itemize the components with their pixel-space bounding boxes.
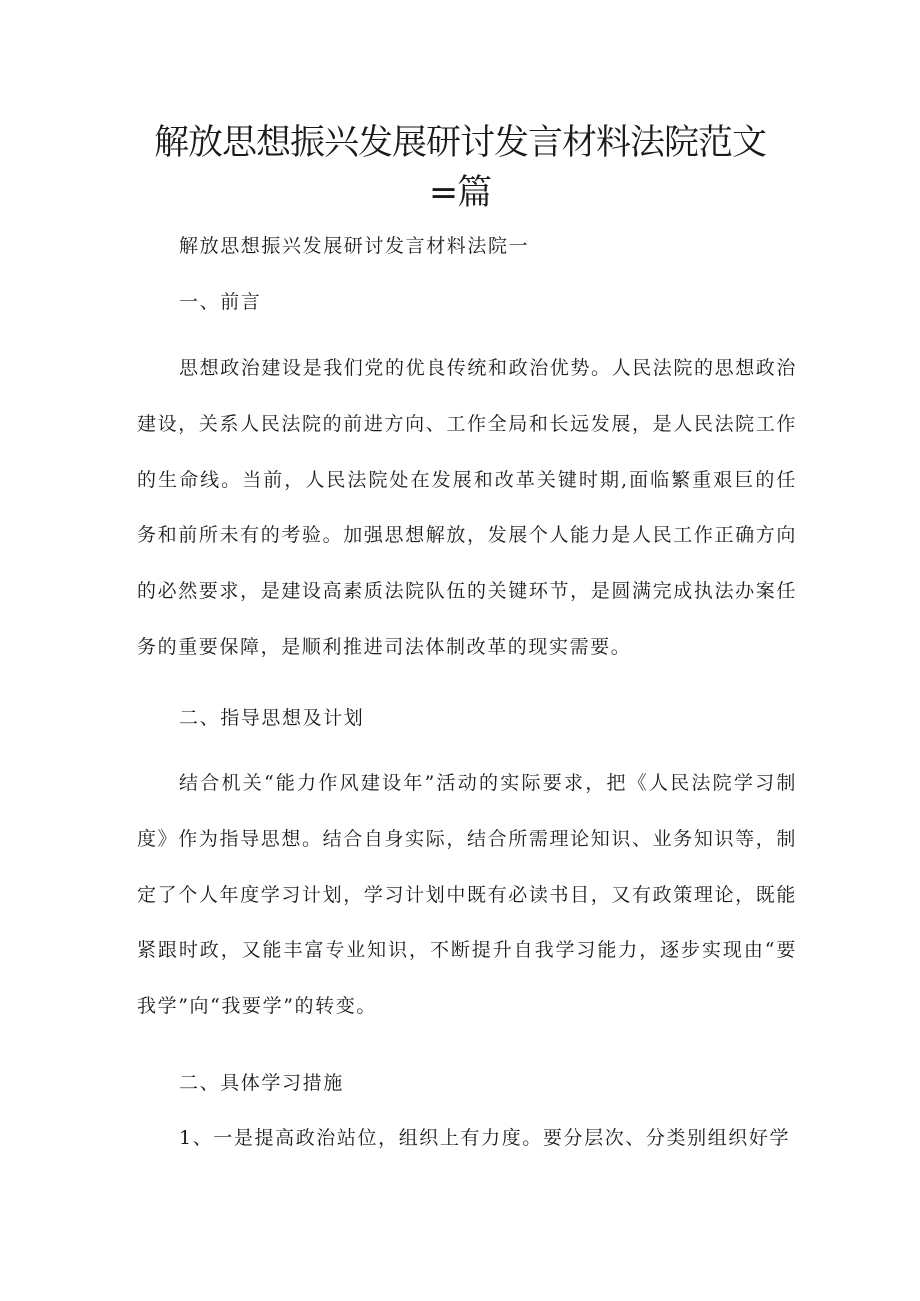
paragraph-guiding-thought: 结合机关“能力作风建设年”活动的实际要求，把《人民法院学习制度》作为指导思想。结合自身实际，结合所需理论知识、业务知识等，制定了个人年度学习计划，学习计划中既有必读书目，又有政策理论，既能紧跟时政，又能丰富专业知识，不断提升自我学习能力，逐步实现由“要我学”向“我要学”的转变。: [137, 772, 797, 1018]
section-heading-preface: 一、前言: [179, 291, 262, 313]
document-subtitle: 解放思想振兴发展研讨发言材料法院一: [179, 235, 530, 257]
section-heading-guiding-thought: 二、指导思想及计划: [179, 707, 365, 729]
paragraph-preface: 思想政治建设是我们党的优良传统和政治优势。人民法院的思想政治建设，关系人民法院的前进方向、工作全局和长远发展，是人民法院工作的生命线。当前，人民法院处在发展和改革关键时期,面临繁重艰巨的任务和前所未有的考验。加强思想解放，发展个人能力是人民工作正确方向的必然要求，是建设高素质法院队伍的关键环节，是圆满完成执法办案任务的重要保障，是顺利推进司法体制改革的现实需要。: [137, 357, 798, 658]
document-title: 解放思想振兴发展研讨发言材料法院范文=篇: [153, 123, 766, 213]
section-heading-study-measures: 二、具体学习措施: [179, 1072, 344, 1094]
paragraph-study-measures: 1、一是提高政治站位，组织上有力度。要分层次、分类别组织好学: [179, 1127, 791, 1149]
